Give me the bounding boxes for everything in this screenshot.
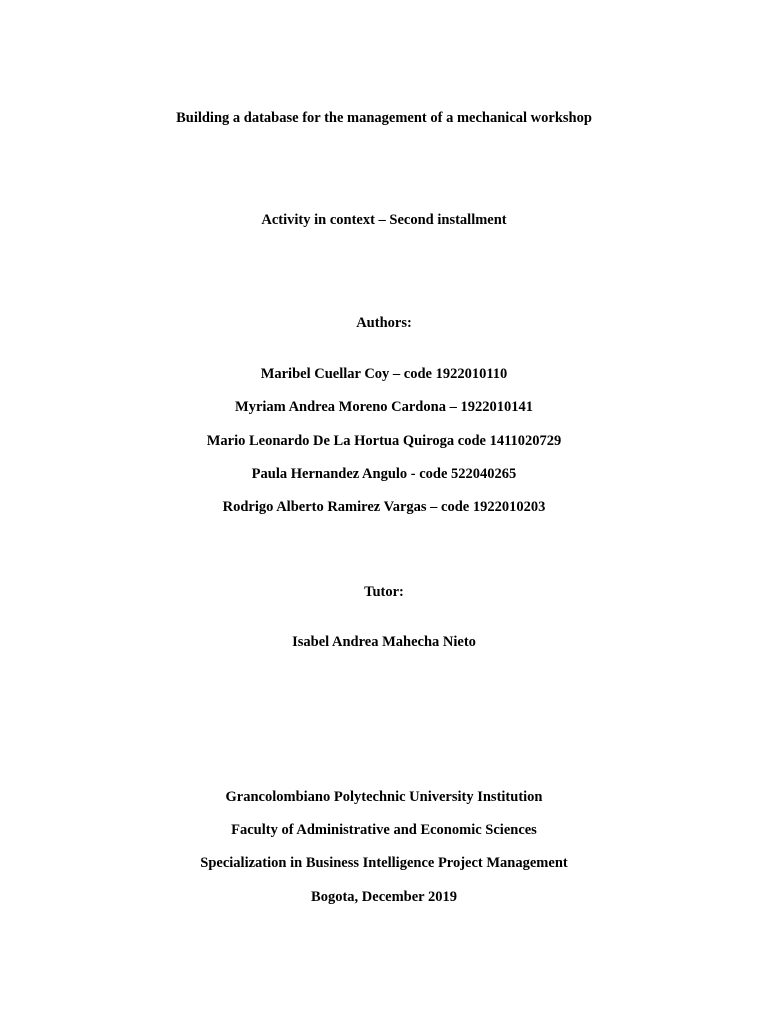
author-line: Maribel Cuellar Coy – code 1922010110 <box>260 366 508 382</box>
place-date: Bogota, December 2019 <box>311 889 457 905</box>
authors-heading: Authors: <box>356 315 412 331</box>
author-line: Paula Hernandez Angulo - code 522040265 <box>251 466 517 482</box>
author-line: Rodrigo Alberto Ramirez Vargas – code 1922010203 <box>222 499 546 515</box>
tutor-heading: Tutor: <box>364 584 404 600</box>
tutor-name: Isabel Andrea Mahecha Nieto <box>292 634 476 650</box>
document-subtitle: Activity in context – Second installment <box>261 212 507 228</box>
program-name: Specialization in Business Intelligence Project Management <box>200 855 568 871</box>
author-line: Mario Leonardo De La Hortua Quiroga code 1411020729 <box>206 433 562 449</box>
author-line: Myriam Andrea Moreno Cardona – 1922010141 <box>235 399 533 415</box>
institution-name: Grancolombiano Polytechnic University Institution <box>225 789 543 805</box>
faculty-name: Faculty of Administrative and Economic Sciences <box>231 822 537 838</box>
document-title: Building a database for the management of a mechanical workshop <box>176 110 592 126</box>
